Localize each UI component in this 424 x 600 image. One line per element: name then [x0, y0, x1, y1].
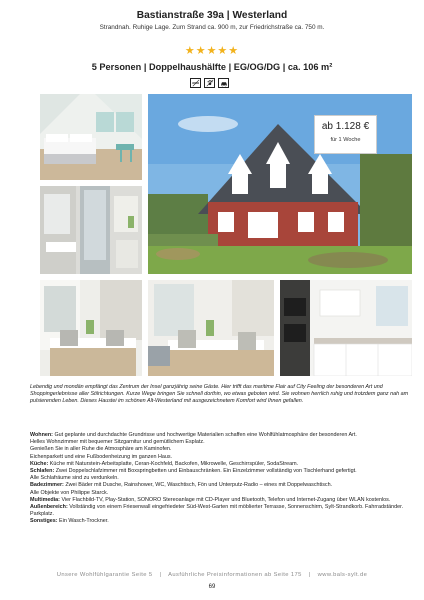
- no-pets-icon: [204, 78, 215, 88]
- footer-separator: |: [159, 572, 162, 578]
- detail-text: Genießen Sie in aller Ruhe die Atmosphäre am Kaminofen.: [30, 446, 172, 453]
- bathroom-photo: [40, 186, 142, 274]
- detail-line: [30, 518, 410, 525]
- detail-label: Multimedia:: [30, 496, 60, 503]
- kitchen-photo: [280, 280, 412, 376]
- detail-line: [30, 432, 410, 439]
- intro-text: Lebendig und mondän empfängt das Zentrum der Insel ganzjährig seine Gäste. Hier trifft das maritime Flair auf City Feeling der besonderen Art und Shoppingerlebnisse aller Stilrichtungen. Kurze Wege bringen Sie schnell dorthin, wo etwas geboten wird. Sie wohnen herrlich ruhig und trotzdem ganz nah am pulsierenden Leben. Dieses Haustei im schönen Alt-Westerland mit ausgezeichnetem Komfort wird Ihnen gefallen.: [30, 384, 409, 405]
- no-smoking-icon: [190, 78, 201, 88]
- property-headline: 5 Personen | Doppelhaushälfte | EG/OG/DG | ca. 106 m²: [91, 62, 333, 72]
- property-details: [30, 432, 410, 526]
- detail-label: Küche:: [30, 460, 49, 467]
- dining-room-photo: [40, 280, 142, 376]
- detail-line: [30, 504, 410, 518]
- price-amount: ab 1.128 €: [321, 121, 370, 132]
- detail-text: Küche mit Naturstein-Arbeitsplatte, Ceran-Kochfeld, Backofen, Mikrowelle, Geschirrspüler, SodaStream.: [48, 460, 299, 467]
- page-subtitle: Strandnah. Ruhige Lage. Zum Strand ca. 900 m, zur Friedrichstraße ca. 750 m.: [99, 24, 325, 31]
- parking-icon: [218, 78, 229, 88]
- detail-text: Eichenparkett und eine Fußbodenheizung im ganzen Haus.: [30, 453, 173, 460]
- detail-text: Zwei Bäder mit Dusche, Rainshower, WC, Waschtisch, Fön und Unterputz-Radio – eines mit Doppelwaschtisch.: [63, 482, 333, 489]
- footer-website-link[interactable]: www.bals-sylt.de: [317, 572, 368, 578]
- detail-line: [30, 468, 410, 475]
- living-room-photo: [148, 280, 274, 376]
- detail-text: Vollständig von einem Friesenwall eingefriedeter Süd-West-Garten mit möblierter Terrasse, Sonnenschirm, Sylt-Strandkorb. Fahrradständer. Parkplatz.: [30, 504, 404, 518]
- footer-price-info: Ausführliche Preisinformationen ab Seite 175: [168, 572, 302, 578]
- detail-line: [30, 475, 410, 482]
- detail-text: Gut geplante und durchdachte Grundrisse und hochwertige Materialien schaffen eine Wohlfühlatmosphäre der besonderen Art.: [52, 432, 357, 438]
- footer-guarantee: Unsere Wohlfühlgarantie Seite 5: [56, 572, 153, 578]
- detail-label: Wohnen:: [30, 432, 53, 438]
- rating-stars: ★★★★★: [184, 45, 240, 57]
- detail-text: Alle Objekte von Philippe Starck.: [30, 489, 109, 496]
- detail-line: [30, 482, 410, 489]
- header: [0, 10, 424, 31]
- price-period: für 1 Woche: [330, 137, 361, 143]
- price-box: [314, 115, 377, 154]
- detail-line: [30, 490, 410, 497]
- detail-line: [30, 461, 410, 468]
- detail-line: [30, 439, 410, 446]
- detail-line: [30, 497, 410, 504]
- detail-label: Außenbereich:: [30, 504, 68, 511]
- page-number: 69: [208, 584, 216, 590]
- detail-label: Sonstiges:: [30, 518, 58, 525]
- detail-label: Badezimmer:: [30, 482, 64, 489]
- footer-separator: |: [308, 572, 311, 578]
- detail-text: Alle Schlafräume sind zu verdunkeln.: [30, 475, 119, 482]
- footer: [0, 572, 424, 578]
- detail-line: [30, 446, 410, 453]
- page-title: Bastianstraße 39a | Westerland: [136, 10, 288, 21]
- bedroom-photo: [40, 94, 142, 180]
- amenity-icons: [190, 78, 229, 88]
- detail-text: Ein Wasch-Trockner.: [57, 518, 109, 525]
- detail-line: [30, 454, 410, 461]
- detail-text: Helles Wohnzimmer mit bequemer Sitzgarnitur und gemütlichem Esplatz.: [30, 439, 205, 446]
- detail-text: Zwei Doppelschlafzimmer mit Boxspringbetten und Einbauschränken. Ein Einzelzimmer vollständig von Tischlerhand gefertigt.: [54, 468, 357, 475]
- detail-label: Schlafen:: [30, 468, 55, 475]
- detail-text: Vier Flachbild-TV, Play-Station, SONORO Stereoanlage mit CD-Player und Bluetooth, Telefon und Internet-Zugang über WLAN kostenlos.: [59, 496, 391, 503]
